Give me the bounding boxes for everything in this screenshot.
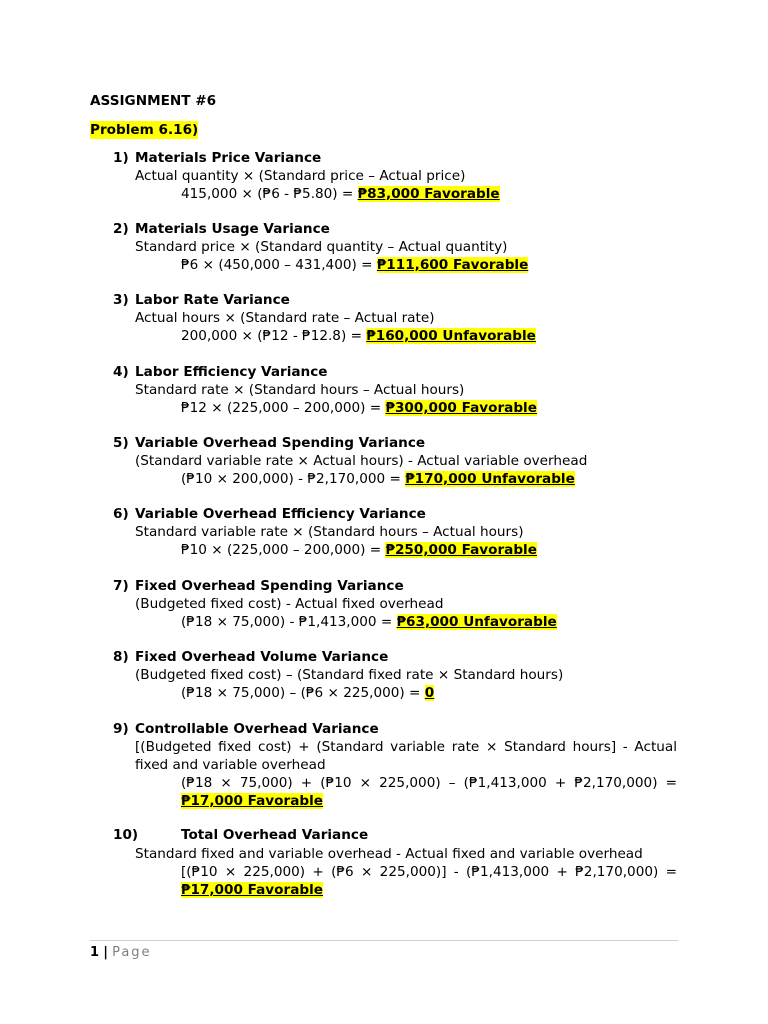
item-number: 2)	[113, 221, 129, 237]
item-result: ₱83,000 Favorable	[357, 186, 500, 202]
item-formula: Standard price × (Standard quantity – Actual quantity)	[135, 239, 508, 255]
item-calculation: [(₱10 × 225,000) + (₱6 × 225,000)] - (₱1,413,000 + ₱2,170,000) =	[181, 864, 677, 880]
item-heading: Materials Price Variance	[135, 150, 322, 166]
item-formula: (Budgeted fixed cost) - Actual fixed overhead	[135, 596, 444, 612]
item-result: ₱111,600 Favorable	[376, 257, 529, 273]
item-heading: Controllable Overhead Variance	[135, 721, 379, 737]
item-number: 10)	[113, 827, 139, 843]
item-result: ₱300,000 Favorable	[385, 400, 537, 416]
item-formula: (Standard variable rate × Actual hours) - Actual variable overhead	[135, 453, 588, 469]
item-calculation: (₱18 × 75,000) - ₱1,413,000 =	[181, 614, 397, 630]
item-heading: Labor Rate Variance	[135, 292, 290, 308]
item-result: ₱63,000 Unfavorable	[396, 614, 557, 630]
item-calculation: ₱10 × (225,000 – 200,000) =	[181, 542, 386, 558]
item-result: ₱250,000 Favorable	[385, 542, 537, 558]
item-heading: Fixed Overhead Spending Variance	[135, 578, 404, 594]
item-heading: Labor Efficiency Variance	[135, 364, 328, 380]
item-heading: Fixed Overhead Volume Variance	[135, 649, 389, 665]
item-result: ₱160,000 Unfavorable	[366, 328, 536, 344]
item-number: 8)	[113, 649, 129, 665]
item-formula: Standard fixed and variable overhead - Actual fixed and variable overhead	[135, 846, 643, 862]
item-formula: Standard rate × (Standard hours – Actual hours)	[135, 382, 465, 398]
item-calculation: (₱18 × 75,000) – (₱6 × 225,000) =	[181, 685, 425, 701]
page-label: Page	[112, 945, 152, 960]
problem-label: Problem 6.16)	[90, 122, 199, 138]
item-calculation: (₱18 × 75,000) + (₱10 × 225,000) – (₱1,413,000 + ₱2,170,000) =	[181, 775, 677, 791]
item-calculation: ₱6 × (450,000 – 431,400) =	[181, 257, 377, 273]
item-number: 3)	[113, 292, 129, 308]
item-formula: Standard variable rate × (Standard hours – Actual hours)	[135, 524, 524, 540]
page-footer	[90, 944, 152, 962]
item-calculation: 200,000 × (₱12 - ₱12.8) =	[181, 328, 367, 344]
item-number: 6)	[113, 506, 129, 522]
item-heading: Variable Overhead Spending Variance	[135, 435, 426, 451]
item-number: 4)	[113, 364, 129, 380]
item-number: 1)	[113, 150, 129, 166]
item-formula: (Budgeted fixed cost) – (Standard fixed rate × Standard hours)	[135, 667, 564, 683]
assignment-title: ASSIGNMENT #6	[90, 93, 217, 109]
item-calculation: (₱10 × 200,000) - ₱2,170,000 =	[181, 471, 406, 487]
footer-divider	[90, 940, 678, 941]
item-heading: Materials Usage Variance	[135, 221, 330, 237]
item-number: 5)	[113, 435, 129, 451]
item-result: ₱170,000 Unfavorable	[405, 471, 575, 487]
item-result: 0	[424, 685, 435, 701]
page-number: 1	[90, 945, 100, 960]
item-calculation: ₱12 × (225,000 – 200,000) =	[181, 400, 386, 416]
item-number: 9)	[113, 721, 129, 737]
item-heading: Total Overhead Variance	[181, 827, 369, 843]
footer-separator: |	[103, 945, 108, 960]
item-heading: Variable Overhead Efficiency Variance	[135, 506, 426, 522]
item-result: ₱17,000 Favorable	[181, 882, 323, 898]
item-formula-line2: fixed and variable overhead	[135, 757, 326, 773]
item-number: 7)	[113, 578, 129, 594]
item-formula: Actual quantity × (Standard price – Actual price)	[135, 168, 466, 184]
item-formula-line1: [(Budgeted fixed cost) + (Standard variable rate × Standard hours] - Actual	[135, 739, 677, 755]
item-calculation: 415,000 × (₱6 - ₱5.80) =	[181, 186, 358, 202]
item-formula: Actual hours × (Standard rate – Actual rate)	[135, 310, 435, 326]
item-result: ₱17,000 Favorable	[181, 793, 323, 809]
